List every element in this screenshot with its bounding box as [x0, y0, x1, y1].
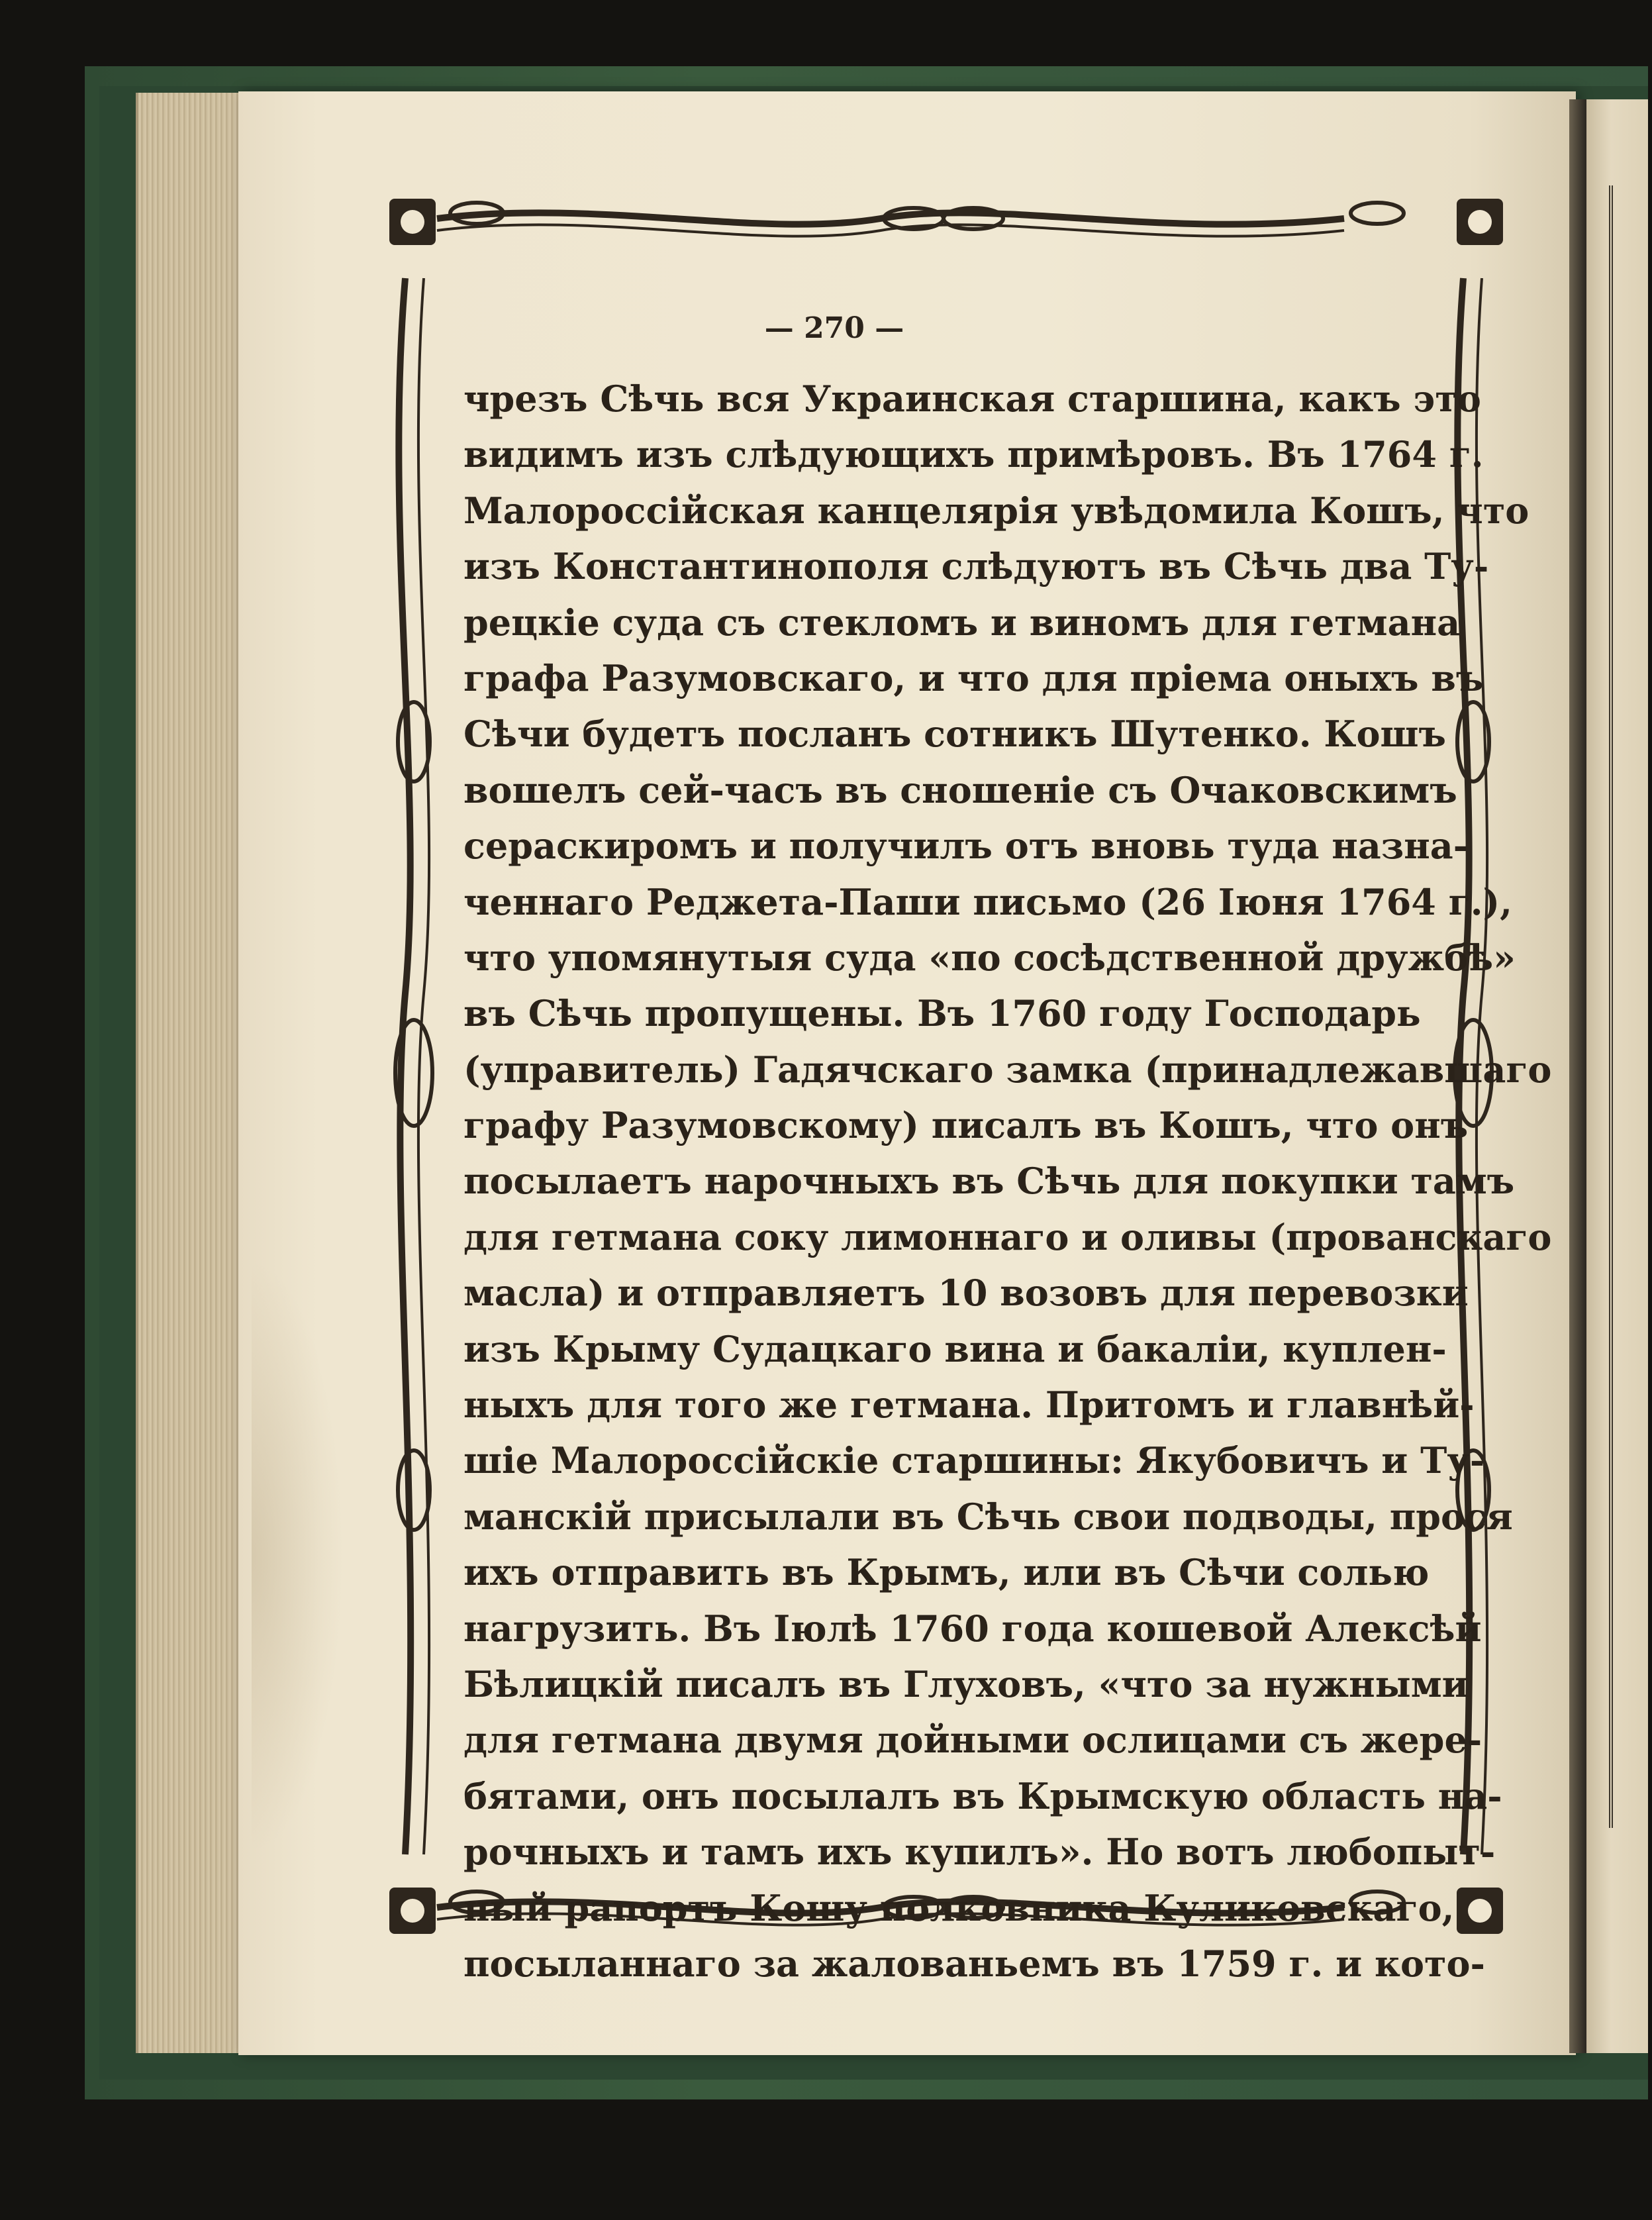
text-line: графу Разумовскому) писалъ въ Кошъ, что онъ [463, 1104, 1469, 1147]
text-line: манскій присылали въ Сѣчь свои подводы, прося [463, 1495, 1513, 1538]
text-line: изъ Крыму Судацкаго вина и бакаліи, куплен- [463, 1327, 1447, 1370]
body-text [463, 371, 1552, 2053]
text-line: для гетмана двумя дойными ослицами съ жере- [463, 1719, 1482, 1762]
text-line: посылаетъ нарочныхъ въ Сѣчь для покупки тамъ [463, 1160, 1515, 1203]
text-line: шіе Малороссійскіе старшины: Якубовичъ и Ту- [463, 1439, 1485, 1482]
text-line: посыланнаго за жалованьемъ въ 1759 г. и кото- [463, 1942, 1485, 1985]
text-line: рецкіе суда съ стекломъ и виномъ для гетмана [463, 601, 1461, 644]
text-line: ихъ отправить въ Крымъ, или въ Сѣчи солью [463, 1551, 1430, 1594]
text-line: бятами, онъ посылалъ въ Крымскую область на- [463, 1774, 1502, 1817]
text-line: масла) и отправляетъ 10 возовъ для перевозки [463, 1272, 1469, 1315]
text-line: видимъ изъ слѣдующихъ примѣровъ. Въ 1764 г. [463, 433, 1484, 476]
text-line: (управитель) Гадячскаго замка (принадлежавшаго [463, 1048, 1552, 1091]
text-line: что упомянутыя суда «по сосѣдственной дружбѣ» [463, 936, 1516, 979]
text-line: нагрузить. Въ Іюлѣ 1760 года кошевой Алексѣй [463, 1607, 1482, 1650]
text-line: для гетмана соку лимоннаго и оливы (прованскаго [463, 1215, 1552, 1258]
text-line: Малороссійская канцелярія увѣдомила Кошъ, что [463, 489, 1530, 532]
text-line: вошелъ сей-часъ въ сношеніе съ Очаковскимъ [463, 768, 1457, 811]
text-line: Бѣлицкій писалъ въ Глуховъ, «что за нужными [463, 1662, 1469, 1705]
text-line: ный рапортъ Кошу полковника Куликовскаго, [463, 1886, 1455, 1929]
text-line: изъ Константинополя слѣдуютъ въ Сѣчь два Ту- [463, 545, 1489, 588]
text-line: ныхъ для того же гетмана. Притомъ и главнѣй- [463, 1384, 1475, 1427]
text-line: чрезъ Сѣчь вся Украинская старшина, какъ это [463, 378, 1481, 420]
text-line: сераскиромъ и получилъ отъ вновь туда назна- [463, 825, 1469, 868]
text-line: Сѣчи будетъ посланъ сотникъ Шутенко. Кошъ [463, 713, 1446, 756]
page-number: — 270 — [764, 311, 904, 345]
text-line: графа Разумовскаго, и что для пріема оныхъ въ [463, 656, 1484, 699]
text-line: рочныхъ и тамъ ихъ купилъ». Но вотъ любопыт- [463, 1831, 1496, 1874]
text-line: въ Сѣчь пропущены. Въ 1760 году Господарь [463, 992, 1421, 1035]
text-line: ченнаго Реджета-Паши письмо (26 Іюня 1764 г.), [463, 880, 1512, 923]
